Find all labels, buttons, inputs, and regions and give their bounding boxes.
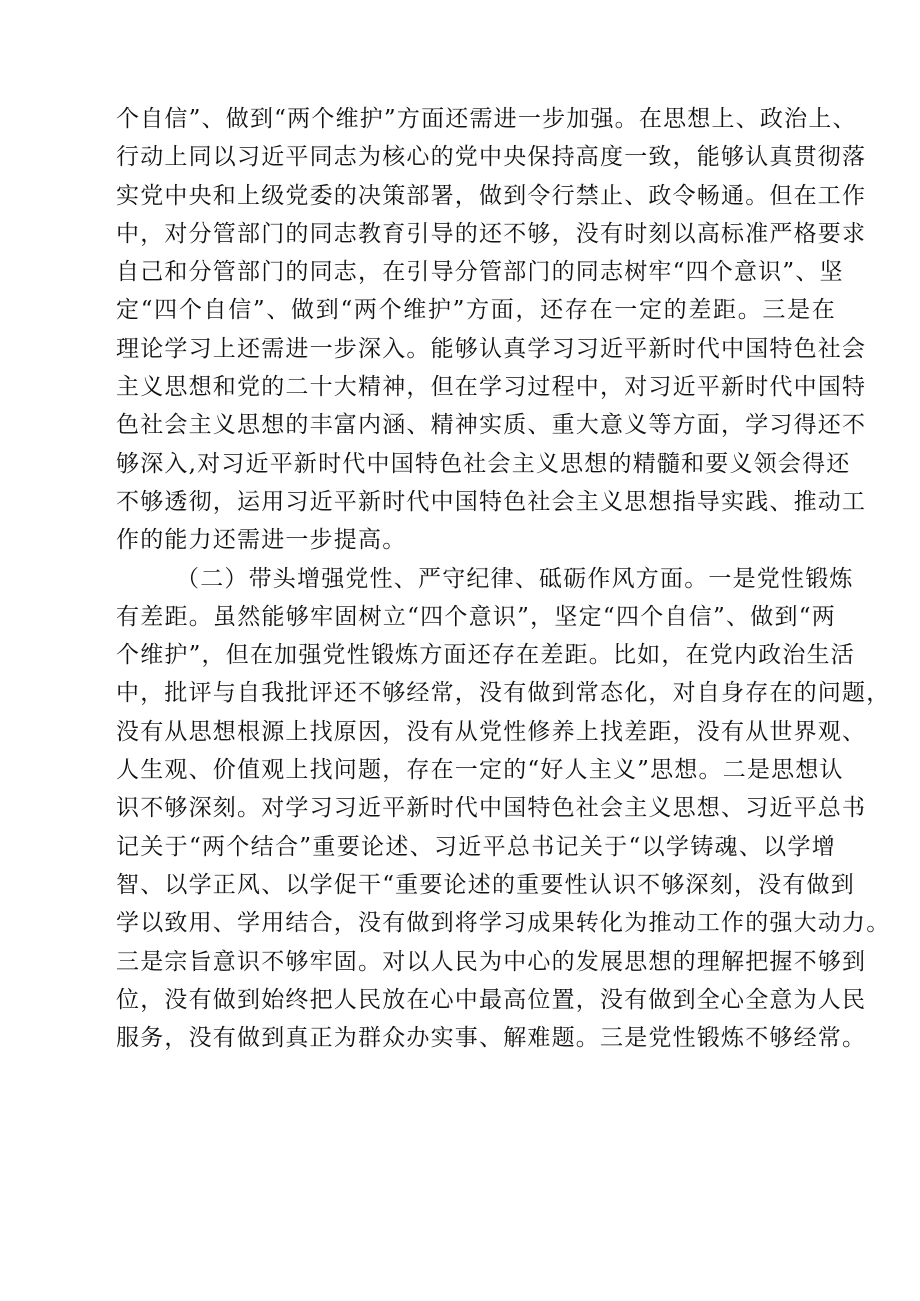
text-line: 位，没有做到始终把人民放在心中最高位置，没有做到全心全意为人民 (116, 986, 867, 1013)
text-line: 个自信”、做到“两个维护”方面还需进一步加强。在思想上、政治上、 (116, 106, 857, 132)
document-body (116, 100, 891, 1057)
text-line: 理论学习上还需进一步深入。能够认真学习习近平新时代中国特色社会 (116, 335, 867, 362)
section-heading-line: （二）带头增强党性、严守纪律、砥砺作风方面。一是党性锻炼 (176, 565, 854, 592)
text-line: 服务，没有做到真正为群众办实事、解难题。三是党性锻炼不够经常。 (116, 1025, 867, 1052)
text-line: 智、以学正风、以学促干“重要论述的重要性认识不够深刻，没有做到 (116, 871, 855, 898)
text-line: 没有从思想根源上找原因，没有从党性修养上找差距，没有从世界观、 (116, 718, 867, 745)
text-line: 识不够深刻。对学习习近平新时代中国特色社会主义思想、习近平总书 (116, 795, 867, 822)
text-line: 作的能力还需进一步提高。 (116, 527, 407, 554)
text-line: 人生观、价值观上找问题，存在一定的“好人主义”思想。二是思想认 (116, 757, 844, 784)
text-line: 记关于“两个结合”重要论述、习近平总书记关于“以学铸魂、以学增 (116, 833, 836, 860)
text-line: 中，批评与自我批评还不够经常，没有做到常态化，对自身存在的问题， (116, 680, 891, 707)
text-line: 有差距。虽然能够牢固树立“四个意识”，坚定“四个自信”、做到“两 (116, 603, 836, 630)
text-line: 够深入,对习近平新时代中国特色社会主义思想的精髓和要义领会得还 (116, 450, 851, 477)
text-line: 自己和分管部门的同志，在引导分管部门的同志树牢“四个意识”、坚 (116, 259, 844, 286)
text-line: 定“四个自信”、做到“两个维护”方面，还存在一定的差距。三是在 (116, 297, 836, 324)
text-line: 实党中央和上级党委的决策部署，做到令行禁止、政令畅通。但在工作 (116, 182, 867, 209)
text-line: 主义思想和党的二十大精神，但在学习过程中，对习近平新时代中国特 (116, 374, 867, 401)
text-line: 学以致用、学用结合，没有做到将学习成果转化为推动工作的强大动力。 (116, 910, 891, 937)
text-line: 个维护”，但在加强党性锻炼方面还存在差距。比如，在党内政治生活 (116, 642, 855, 669)
text-line: 不够透彻，运用习近平新时代中国特色社会主义思想指导实践、推动工 (116, 488, 867, 515)
text-line: 行动上同以习近平同志为核心的党中央保持高度一致，能够认真贯彻落 (116, 144, 867, 171)
text-line: 中，对分管部门的同志教育引导的还不够，没有时刻以高标准严格要求 (116, 220, 867, 247)
text-line: 色社会主义思想的丰富内涵、精神实质、重大意义等方面，学习得还不 (116, 412, 867, 439)
text-line: 三是宗旨意识不够牢固。对以人民为中心的发展思想的理解把握不够到 (116, 948, 867, 975)
